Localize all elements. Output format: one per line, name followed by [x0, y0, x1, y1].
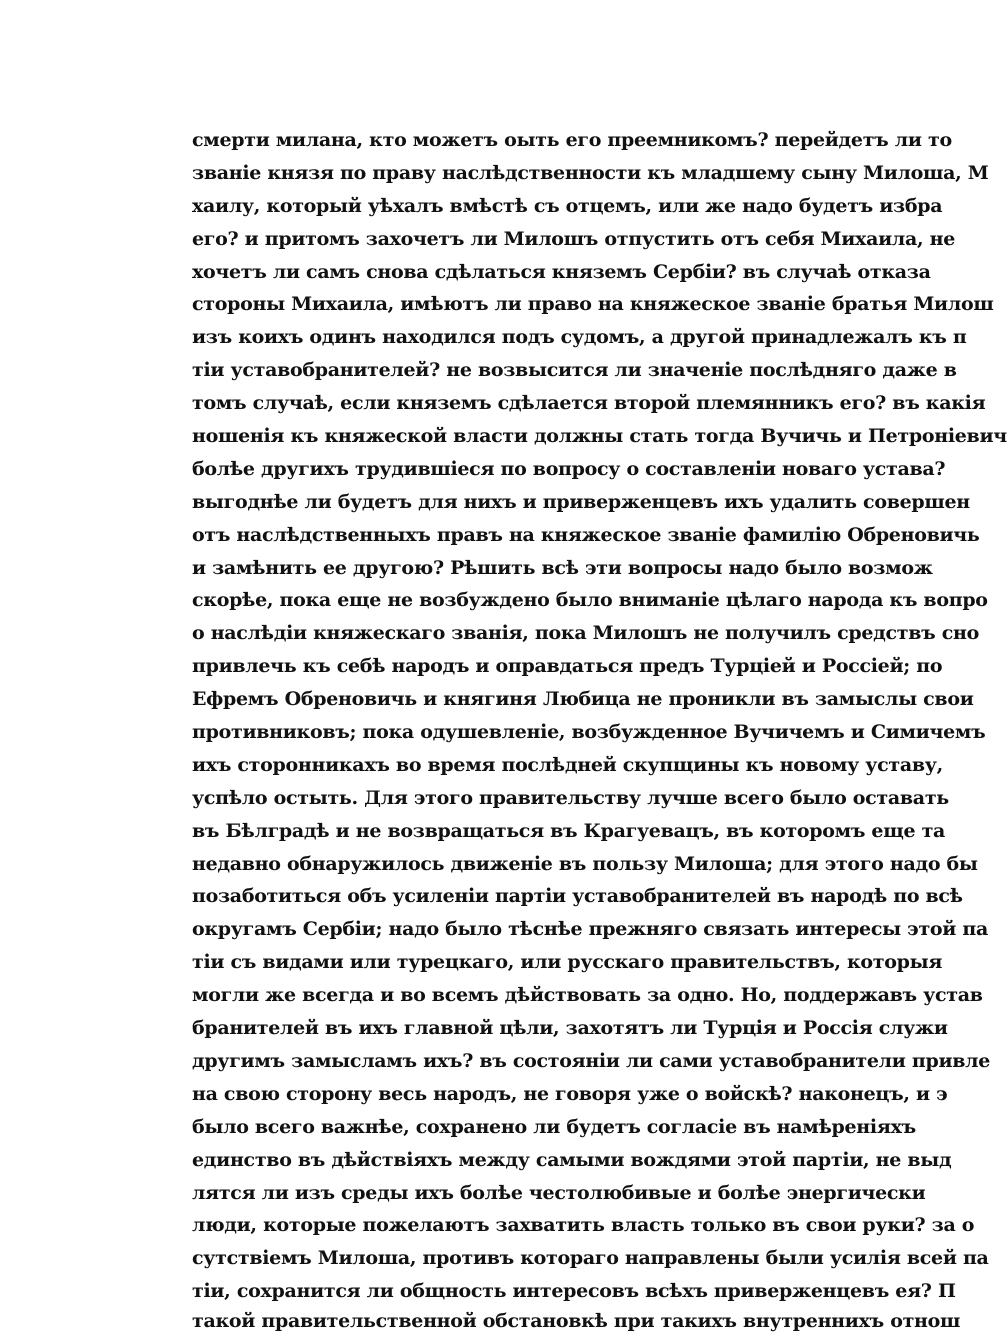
text-line: скорѣе, пока еще не возбуждено было вниманіе цѣлаго народа къ вопро [192, 589, 988, 612]
text-line: могли же всегда и во всемъ дѣйствовать за одно. Но, поддержавъ устав [192, 984, 983, 1007]
text-line: въ Бѣлградѣ и не возвращаться въ Крагуевацъ, въ которомъ еще та [192, 819, 946, 842]
text-line: было всего важнѣе, сохранено ли будетъ согласіе въ намѣреніяхъ [192, 1115, 916, 1138]
text-line: люди, которые пожелаютъ захватить власть только въ свои руки? за о [192, 1214, 975, 1237]
text-line: званіе князя по праву наслѣдственности къ младшему сыну Милоша, М [192, 161, 989, 184]
text-line: единство въ дѣйствіяхъ между самыми вождями этой партіи, не выд [192, 1148, 952, 1171]
text-line: позаботиться объ усиленіи партіи уставобранителей въ народѣ по всѣ [192, 885, 963, 908]
text-line: лятся ли изъ среды ихъ болѣе честолюбивые и болѣе энергически [192, 1181, 926, 1204]
text-line: противниковъ; пока одушевленіе, возбужденное Вучичемъ и Симичемъ [192, 721, 986, 744]
text-line: тіи съ видами или турецкаго, или русскаго правительствъ, которыя [192, 951, 943, 974]
text-line: его? и притомъ захочетъ ли Милошъ отпустить отъ себя Михаила, не [192, 227, 956, 250]
text-line: томъ случаѣ, если княземъ сдѣлается второй племянникъ его? въ какія [192, 392, 986, 415]
text-line: ношенія къ княжеской власти должны стать тогда Вучичь и Петроніевич [192, 425, 1007, 448]
text-line: другимъ замысламъ ихъ? въ состояніи ли сами уставобранители привле [192, 1049, 991, 1072]
text-line: Ефремъ Обреновичь и княгиня Любица не проникли въ замыслы свои [192, 688, 974, 711]
text-line: изъ коихъ одинъ находился подъ судомъ, а другой принадлежалъ къ п [192, 326, 967, 349]
text-line: недавно обнаружилось движеніе въ пользу Милоша; для этого надо бы [192, 852, 978, 875]
page-text-block [192, 124, 1007, 1333]
text-line-cut-off: такой правительственной обстановкѣ при такихъ внутреннихъ отнош [192, 1310, 961, 1333]
text-line: стороны Михаила, имѣютъ ли право на княжеское званіе братья Милош [192, 293, 994, 316]
text-line: о наслѣдіи княжескаго званія, пока Милошъ не получилъ средствъ сно [192, 622, 979, 645]
text-line: тіи, сохранится ли общность интересовъ всѣхъ приверженцевъ ея? П [192, 1280, 956, 1303]
text-line: отъ наслѣдственныхъ правъ на княжеское званіе фамилію Обреновичь [192, 523, 980, 546]
text-line: хаилу, который уѣхалъ вмѣстѣ съ отцемъ, или же надо будетъ избра [192, 194, 943, 217]
text-line: привлечь къ себѣ народъ и оправдаться предъ Турціей и Россіей; по [192, 655, 943, 678]
text-line: тіи уставобранителей? не возвысится ли значеніе послѣдняго даже в [192, 359, 957, 382]
text-line: хочетъ ли самъ снова сдѣлаться княземъ Сербіи? въ случаѣ отказа [192, 260, 931, 283]
text-line: болѣе другихъ трудившіеся по вопросу о составленіи новаго устава? [192, 457, 946, 480]
text-line: смерти милана, кто можетъ оыть его преемникомъ? перейдетъ ли то [192, 129, 952, 151]
text-line: и замѣнить ее другою? Рѣшить всѣ эти вопросы надо было возмож [192, 556, 933, 579]
text-line: выгоднѣе ли будетъ для нихъ и приверженцевъ ихъ удалить совершен [192, 490, 970, 513]
text-line: бранителей въ ихъ главной цѣли, захотятъ ли Турція и Россія служи [192, 1017, 948, 1040]
text-line: успѣло остыть. Для этого правительству лучше всего было оставать [192, 786, 949, 809]
text-line: округамъ Сербіи; надо было тѣснѣе прежняго связать интересы этой па [192, 918, 989, 941]
text-line: сутствіемъ Милоша, противъ котораго направлены были усилія всей па [192, 1247, 989, 1270]
text-line: ихъ сторонникахъ во время послѣдней скупщины къ новому уставу, [192, 753, 943, 776]
text-line: на свою сторону весь народъ, не говоря уже о войскѣ? наконецъ, и э [192, 1082, 948, 1105]
